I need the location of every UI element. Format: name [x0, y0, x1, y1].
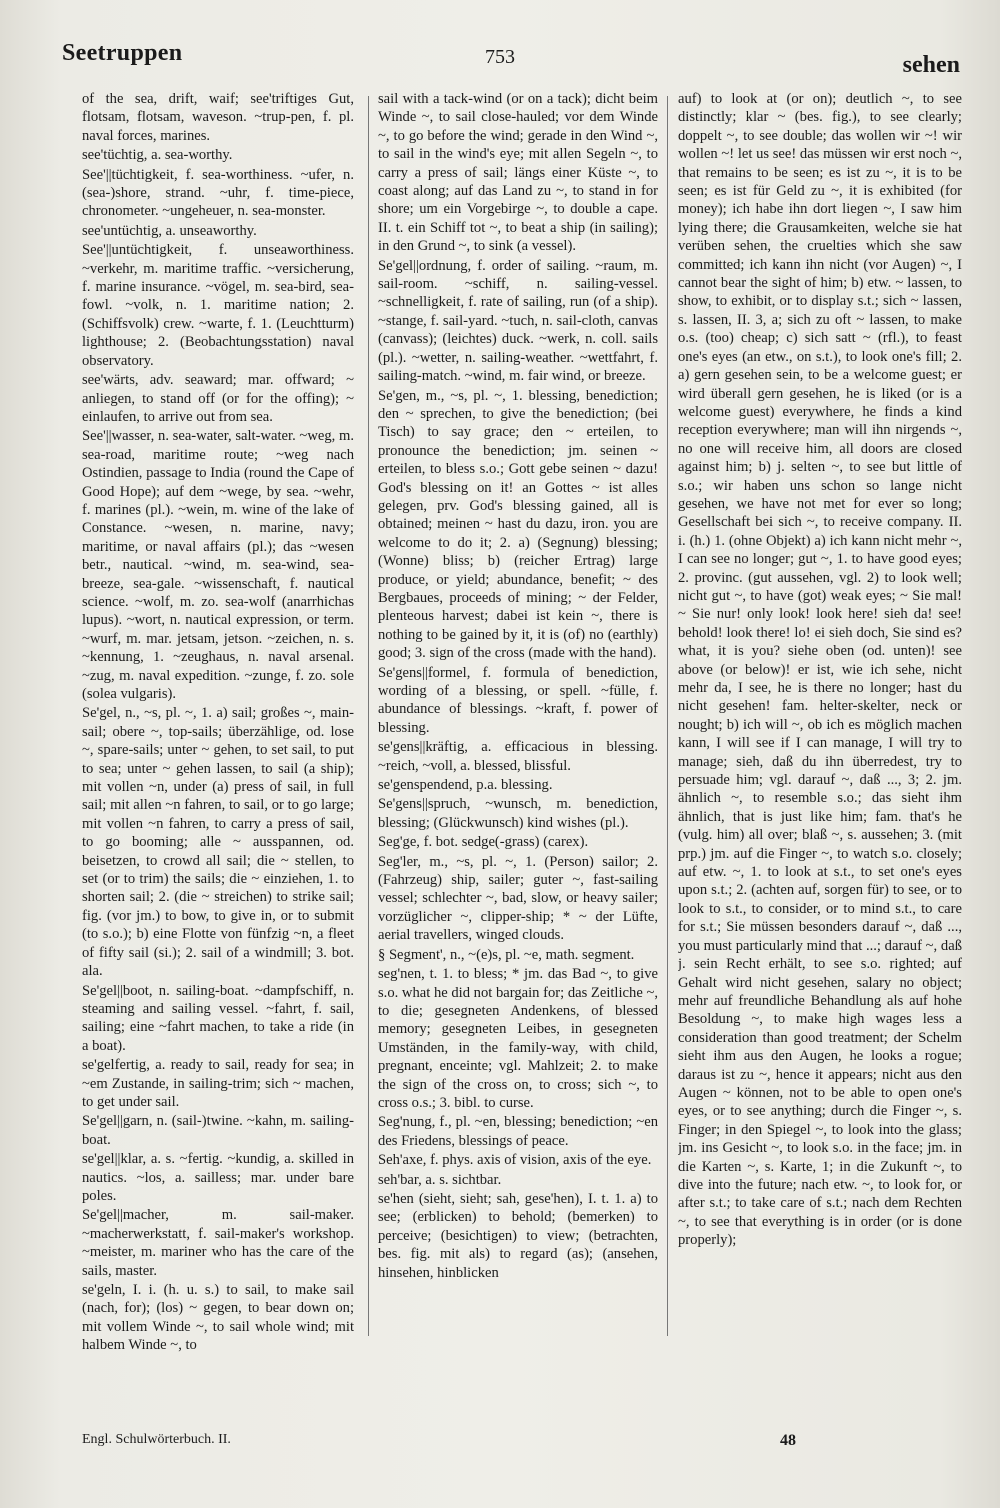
dictionary-entry: Se'gel, n., ~s, pl. ~, 1. a) sail; großes ~, main-sail; obere ~, top-sails; überzählige, od. lose ~, spare-sails; unter ~ gehen, to set sail, to put to sea; unter ~ gehen lassen, to sail (a ship); mit vollen ~n, under (a) press of sail, in full sail; mit allen ~n fahren, to sail, or to go large; mit vollen ~n fahren, to carry a press of sail, to go booming; alle ~ ausspannen, od. beisetzen, to crowd all sail; die ~ stellen, to set (or to trim) the sails; die ~ einziehen, 1. to shorten sail; 2. (die ~ streichen) to strike sail; fig. (vor jm.) to bow, to give in, or to submit (to s.o.); b) eine Flotte von fünfzig ~n, a fleet of fifty sail (si.); 2. sail of a windmill; 3. bot. ala. — [82, 705, 354, 980]
dictionary-entry: See'||tüchtigkeit, f. sea-worthiness. ~ufer, n. (sea-)shore, strand. ~uhr, f. time-piece, chronometer. ~ungeheuer, n. sea-monster. — [82, 166, 354, 220]
dictionary-entry: Se'gel||macher, m. sail-maker. ~macherwerkstatt, f. sail-maker's workshop. ~meister, m. mariner who has the care of the sails, master. — [82, 1207, 354, 1279]
dictionary-entry: Se'gel||ordnung, f. order of sailing. ~raum, m. sail-room. ~schiff, n. sailing-vessel. ~schnelligkeit, f. rate of sailing, run (of a ship). ~stange, f. sail-yard. ~tuch, n. sail-cloth, canvas (canvass); (leichtes) duck. ~werk, n. coll. sails (pl.). ~wetter, n. sailing-weather. ~wettfahrt, f. sailing-match. ~wind, m. fair wind, or breeze. — [378, 257, 658, 385]
dictionary-entry: auf) to look at (or on); deutlich ~, to see distinctly; klar ~ (bes. fig.), to see clearly; doppelt ~, to see double; das wollen wir ~! wir wollen ~! let us see! das müssen wir erst noch ~, that remains to be seen; es ist zu ~, it is to be seen; es ist für Geld zu ~, it is exhibited (for money); ich habe ihn dort liegen ~, I saw him lying there; die Grausamkeiten, welche sie hat verüben sehen, the cruelties which she saw committed; ich kann ihn nicht (vor Augen) ~, I cannot bear the sight of him; b) etw. ~ lassen, to show, to exhibit, or to display s.t.; sich ~ lassen, s. lassen, II. 3, a; sich zu oft ~ lassen, to make o.s. (too) cheap; c) sich satt ~ (rfl.), to feast one's eyes (an etw., on s.t.), to look one's fill; 2. a) gern gesehen sein, to be a welcome guest; er wird überall gern gesehen, he is liked (or is a welcome guest) everywhere, he finds a kind reception everywhere; man will ihn nirgends ~, no one will receive him, all doors are closed against him; b) j. selten ~, to see but little of s.o.; wir haben uns schon so lange nicht gesehen, we have not met for ever so long; Gesellschaft bei sich ~, to receive company. II. i. (h.) 1. (ohne Objekt) a) ich kann nicht mehr ~, I can see no longer; gut ~, 1. to have good eyes; 2. provinc. (gut aussehen, vgl. 2) to look well; nicht gut ~, to have (got) weak eyes; ~ Sie mal! ~ Sie nur! only look! look here! sieh da! see! behold! look there! lo! ei sieh doch, Sie sind es? what, it is you? siehe oben (od. unten)! see above (or below)! er ist, wie ich sehe, nicht mehr da, I see, he is there no longer; hast du nicht gesehen! fam. helter-skelter, neck or nought; b) ich will ~, ob ich es möglich machen kann, I will see if I can manage, I will try to manage; sieh, daß du ihn überredest, try to persuade him; vgl. darauf ~, daß ..., 3; 2. jm. ähnlich ~, to resemble s.o.; das sieht ihm ähnlich, that is just like him; fam. that's he (vulg. him) all over; blaß ~, s. aussehen; 3. (mit prp.) jm. auf die Finger ~, to watch s.o. closely; auf etw. ~, 1. to look at s.t., to set one's eyes upon s.t.; 2. (achten auf, sorgen für) to see, or to look to s.t., to consider, or to mind s.t., to care for s.t.; Sie müssen besonders darauf ~, daß ..., you must particularly mind that ...; darauf ~, daß j. sein Recht erhält, to see s.o. righted; auf Gehalt wird nicht gesehen, salary no object; mehr auf freundliche Behandlung als auf hohe Besoldung ~, to make high wages less a consideration than good treatment; der Schelm sieht ihm aus den Augen, he looks a rogue; daraus ist zu ~, hence it appears; nicht aus den Augen ~ können, not to be able to open one's eyes, or to see anything; durch die Finger ~, s. Finger; in den Spiegel ~, to look into the glass; jm. ins Gesicht ~, to look s.o. in the face; jm. in die Karten ~, s. Karte, 1; in die Zukunft ~, to dive into the future; nach etw. ~, to look for, or after s.t.; to take care of s.t.; nach dem Rechten ~, to see that everything is in order (or is done properly); — [678, 91, 962, 1249]
dictionary-entry: see'wärts, adv. seaward; mar. offward; ~ anliegen, to stand off (or for the offing); ~ einlaufen, to arrive out from sea. — [82, 372, 354, 425]
dictionary-entry: se'gel||klar, a. s. ~fertig. ~kundig, a. skilled in nautics. ~los, a. sailless; mar. under bare poles. — [82, 1151, 354, 1204]
dictionary-entry: see'untüchtig, a. unseaworthy. — [82, 222, 257, 239]
dictionary-entry: seg'nen, t. 1. to bless; * jm. das Bad ~, to give s.o. what he did not bargain for; das Zeitliche ~, to die; gesegneten Andenkens, of blessed memory; gesegneten Leibes, in gesegneten Umständen, in the family-way, with child, pregnant, enceinte; vgl. Mahlzeit; 2. to make the sign of the cross on, to cross; sich ~, to cross o.s.; 3. bibl. to curse. — [378, 966, 658, 1111]
dictionary-entry: see'tüchtig, a. sea-worthy. — [82, 147, 233, 164]
column-rule — [667, 96, 668, 1336]
dictionary-entry: Seg'ge, f. bot. sedge(-grass) (carex). — [378, 834, 589, 851]
column-1 — [82, 90, 354, 1410]
dictionary-entry: Seh'axe, f. phys. axis of vision, axis of the eye. — [378, 1152, 652, 1169]
dictionary-entry: Se'gel||boot, n. sailing-boat. ~dampfschiff, n. steaming and sailing vessel. ~fahrt, f. sail, sailing; eine ~fahrt machen, to take a ride (in a boat). — [82, 982, 354, 1054]
dictionary-entry: se'genspendend, p.a. blessing. — [378, 777, 553, 794]
signature-mark: 48 — [780, 1432, 796, 1449]
dictionary-entry: Seg'ler, m., ~s, pl. ~, 1. (Person) sailor; 2. (Fahrzeug) ship, sailer; guter ~, fast-sailing vessel; schlechter ~, bad, slow, or heavy sailer; vorzüglicher ~, clipper-ship; * ~ der Lüfte, aerial travellers, winged clouds. — [378, 853, 658, 944]
running-head-left: Seetruppen — [62, 40, 183, 66]
running-head-right: sehen — [902, 52, 960, 78]
page-number: 753 — [485, 46, 515, 68]
column-2 — [378, 90, 658, 1410]
dictionary-entry: of the sea, drift, waif; see'triftiges Gut, flotsam, flotsam, waveson. ~trup-pen, f. pl. naval forces, marines. — [82, 91, 354, 144]
column-rule — [368, 96, 369, 1336]
dictionary-entry: se'geln, I. i. (h. u. s.) to sail, to make sail (nach, for); (los) ~ gegen, to bear down on; mit vollem Winde ~, to sail whole wind; mit halbem Winde ~, to — [82, 1282, 354, 1354]
dictionary-entry: See'||wasser, n. sea-water, salt-water. ~weg, m. sea-road, maritime route; ~weg nach Ostindien, passage to India (round the Cape of Good Hope); auf dem ~wege, by sea. ~wehr, f. marines (pl.). ~wein, m. wine of the lake of Constance. ~wesen, n. marine, navy; maritime, or naval affairs (pl.); das ~wesen betr., nautical. ~wind, m. sea-wind, sea-breeze, sea-gale. ~wissenschaft, f. nautical science. ~wolf, m. zo. sea-wolf (anarrhichas lupus). ~wort, n. nautical expression, or term. ~wurf, m. mar. jetsam, jetson. ~zeichen, n. s. ~kennung, 1. ~zeughaus, n. naval arsenal. ~zug, m. naval expedition. ~zunge, f. zo. sole (solea vulgaris). — [82, 428, 354, 702]
dictionary-entry: See'||untüchtigkeit, f. unseaworthiness. ~verkehr, m. maritime traffic. ~versicherung, f. marine insurance. ~vögel, m. sea-bird, sea-fowl. ~volk, n. 1. maritime nation; 2. (Schiffsvolk) crew. ~warte, f. 1. (Leuchtturm) lighthouse; 2. (Beobachtungsstation) naval observatory. — [82, 242, 354, 369]
dictionary-entry: sail with a tack-wind (or on a tack); dicht beim Winde ~, to sail close-hauled; vor dem Winde ~, to go before the wind; gerade in den Wind ~, to sail in the wind's eye; mit allen Segeln ~, to carry a press of sail; längs einer Küste ~, to coast along; auf das Land zu ~, to stand in for shore; um ein Vorgebirge ~, to double a cape. II. t. ein Schiff tot ~, to beat a ship (in sailing); in den Grund ~, to sink (a vessel). — [378, 91, 658, 255]
dictionary-entry: Se'gel||garn, n. (sail-)twine. ~kahn, m. sailing-boat. — [82, 1113, 354, 1148]
dictionary-entry: Se'gens||spruch, ~wunsch, m. benediction, blessing; (Glückwunsch) kind wishes (pl.). — [378, 796, 658, 831]
dictionary-entry: Se'gen, m., ~s, pl. ~, 1. blessing, benediction; den ~ sprechen, to give the benediction; (bei Tisch) to say grace; den ~ erteilen, to pronounce the benediction; jm. seinen ~ erteilen, to bless s.o.; Gott gebe seinen ~ dazu! God's blessing on it! an Gottes ~ ist alles gelegen, prv. God's blessing gained, all is obtained; meinen ~ hast du dazu, iron. you are welcome to do it; 2. a) (Segnung) blessing; (Wonne) bliss; b) (reicher Ertrag) large produce, or yield; abundance, benefit; ~ des Bergbaues, proceeds of mining; ~ der Felder, plenteous harvest; dabei ist kein ~, there is nothing to be gained by it, it is (of) no (earthly) good; 3. sign of the cross (made with the hand). — [378, 387, 658, 662]
dictionary-entry: se'gelfertig, a. ready to sail, ready for sea; in ~em Zustande, in sailing-trim; sich ~ machen, to get under sail. — [82, 1057, 354, 1110]
dictionary-entry: Se'gens||formel, f. formula of benediction, wording of a blessing, or spell. ~fülle, f. abundance of blessings. ~kraft, f. power of blessing. — [378, 664, 658, 736]
dictionary-entry: Seg'nung, f., pl. ~en, blessing; benediction; ~en des Friedens, blessings of peace. — [378, 1114, 658, 1149]
column-3 — [678, 90, 962, 1410]
footer-title: Engl. Schulwörterbuch. II. — [82, 1432, 231, 1447]
dictionary-entry: se'gens||kräftig, a. efficacious in blessing. ~reich, ~voll, a. blessed, blissful. — [378, 739, 658, 774]
dictionary-entry: se'hen (sieht, sieht; sah, gese'hen), I. t. 1. a) to see; (erblicken) to behold; (bemerken) to perceive; (besichtigen) to view; (betrachten, bes. fig. mit als) to regard (as); (ansehen, hinsehen, hinblicken — [378, 1190, 658, 1281]
dictionary-entry: § Segment', n., ~(e)s, pl. ~e, math. segment. — [378, 946, 635, 963]
dictionary-entry: seh'bar, a. s. sichtbar. — [378, 1171, 502, 1188]
